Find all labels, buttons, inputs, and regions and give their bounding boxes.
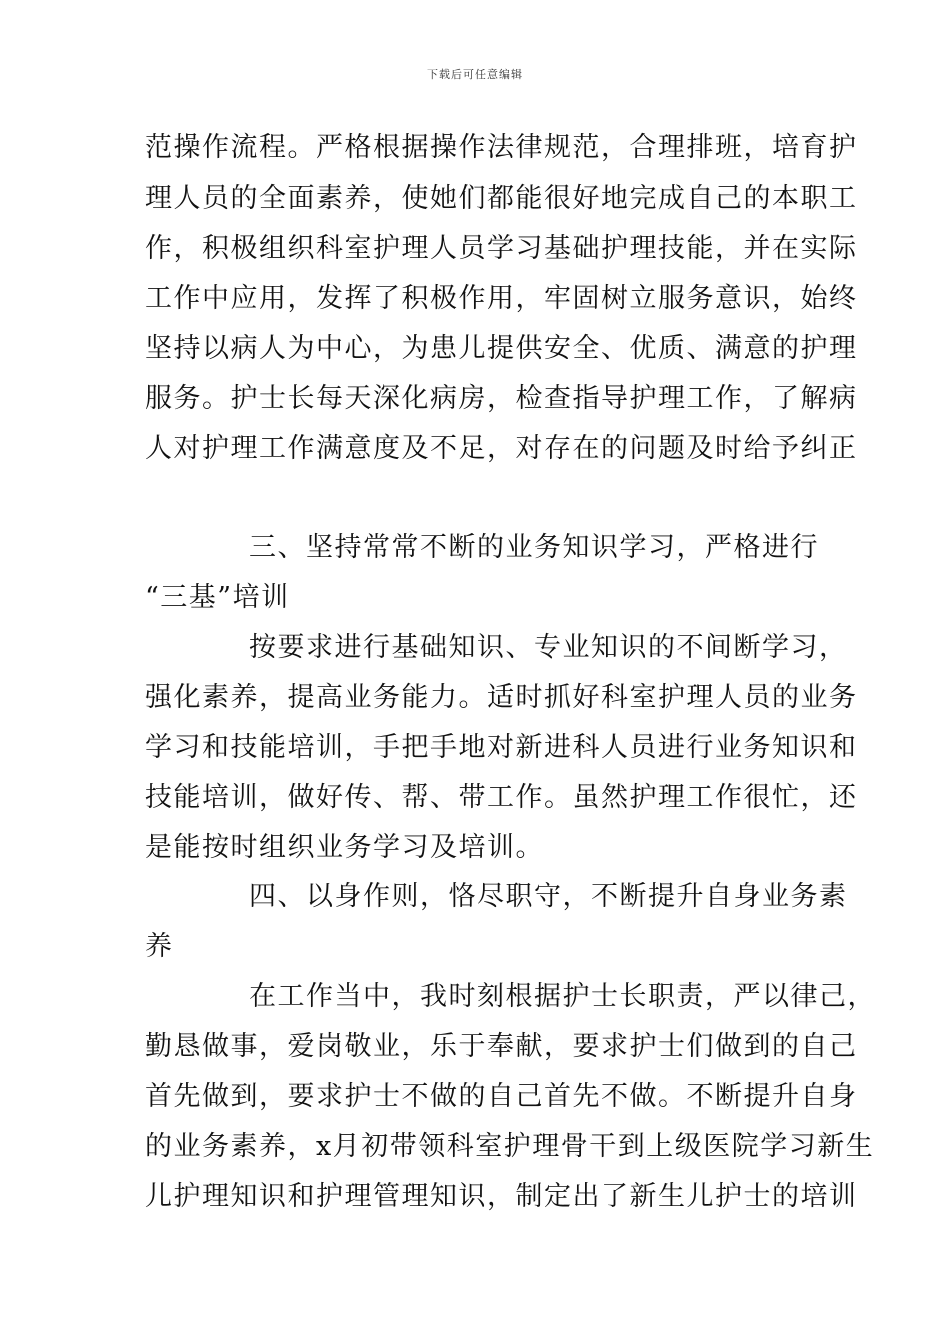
paragraph-line: 勤恳做事，爱岗敬业，乐于奉献，要求护士们做到的自己: [145, 1031, 858, 1062]
section-heading: “三基”培训: [145, 582, 290, 613]
paragraph-line: 按要求进行基础知识、专业知识的不间断学习，: [249, 632, 848, 663]
paragraph-line: 工作中应用，发挥了积极作用，牢固树立服务意识，始终: [145, 283, 858, 314]
paragraph-line: 在工作当中，我时刻根据护士长职责，严以律己，: [249, 981, 876, 1012]
paragraph-line: 服务。护士长每天深化病房，检查指导护理工作，了解病: [145, 383, 858, 414]
paragraph-line: 儿护理知识和护理管理知识，制定出了新生儿护士的培训: [145, 1181, 858, 1212]
paragraph-line: 坚持以病人为中心，为患儿提供安全、优质、满意的护理: [145, 333, 858, 364]
paragraph-line: 首先做到，要求护士不做的自己首先不做。不断提升自身: [145, 1081, 858, 1112]
section-heading: 三、坚持常常不断的业务知识学习，严格进行: [249, 532, 819, 563]
header-note: 下载后可任意编辑: [427, 68, 523, 81]
paragraph-line: 人对护理工作满意度及不足，对存在的问题及时给予纠正: [145, 433, 858, 464]
paragraph-line: 范操作流程。严格根据操作法律规范，合理排班，培育护: [145, 132, 858, 163]
paragraph-line: 作，积极组织科室护理人员学习基础护理技能，并在实际: [145, 233, 858, 264]
paragraph-line: 学习和技能培训，手把手地对新进科人员进行业务知识和: [145, 732, 858, 763]
paragraph-line: 技能培训，做好传、帮、带工作。虽然护理工作很忙，还: [145, 782, 858, 813]
paragraph-line: 理人员的全面素养，使她们都能很好地完成自己的本职工: [145, 183, 858, 214]
section-heading: 四、以身作则，恪尽职守，不断提升自身业务素: [249, 881, 848, 912]
paragraph-line: 强化素养，提高业务能力。适时抓好科室护理人员的业务: [145, 682, 858, 713]
section-heading: 养: [145, 931, 174, 962]
paragraph-line: 是能按时组织业务学习及培训。: [145, 832, 544, 863]
paragraph-line: 的业务素养，x月初带领科室护理骨干到上级医院学习新生: [145, 1131, 875, 1162]
